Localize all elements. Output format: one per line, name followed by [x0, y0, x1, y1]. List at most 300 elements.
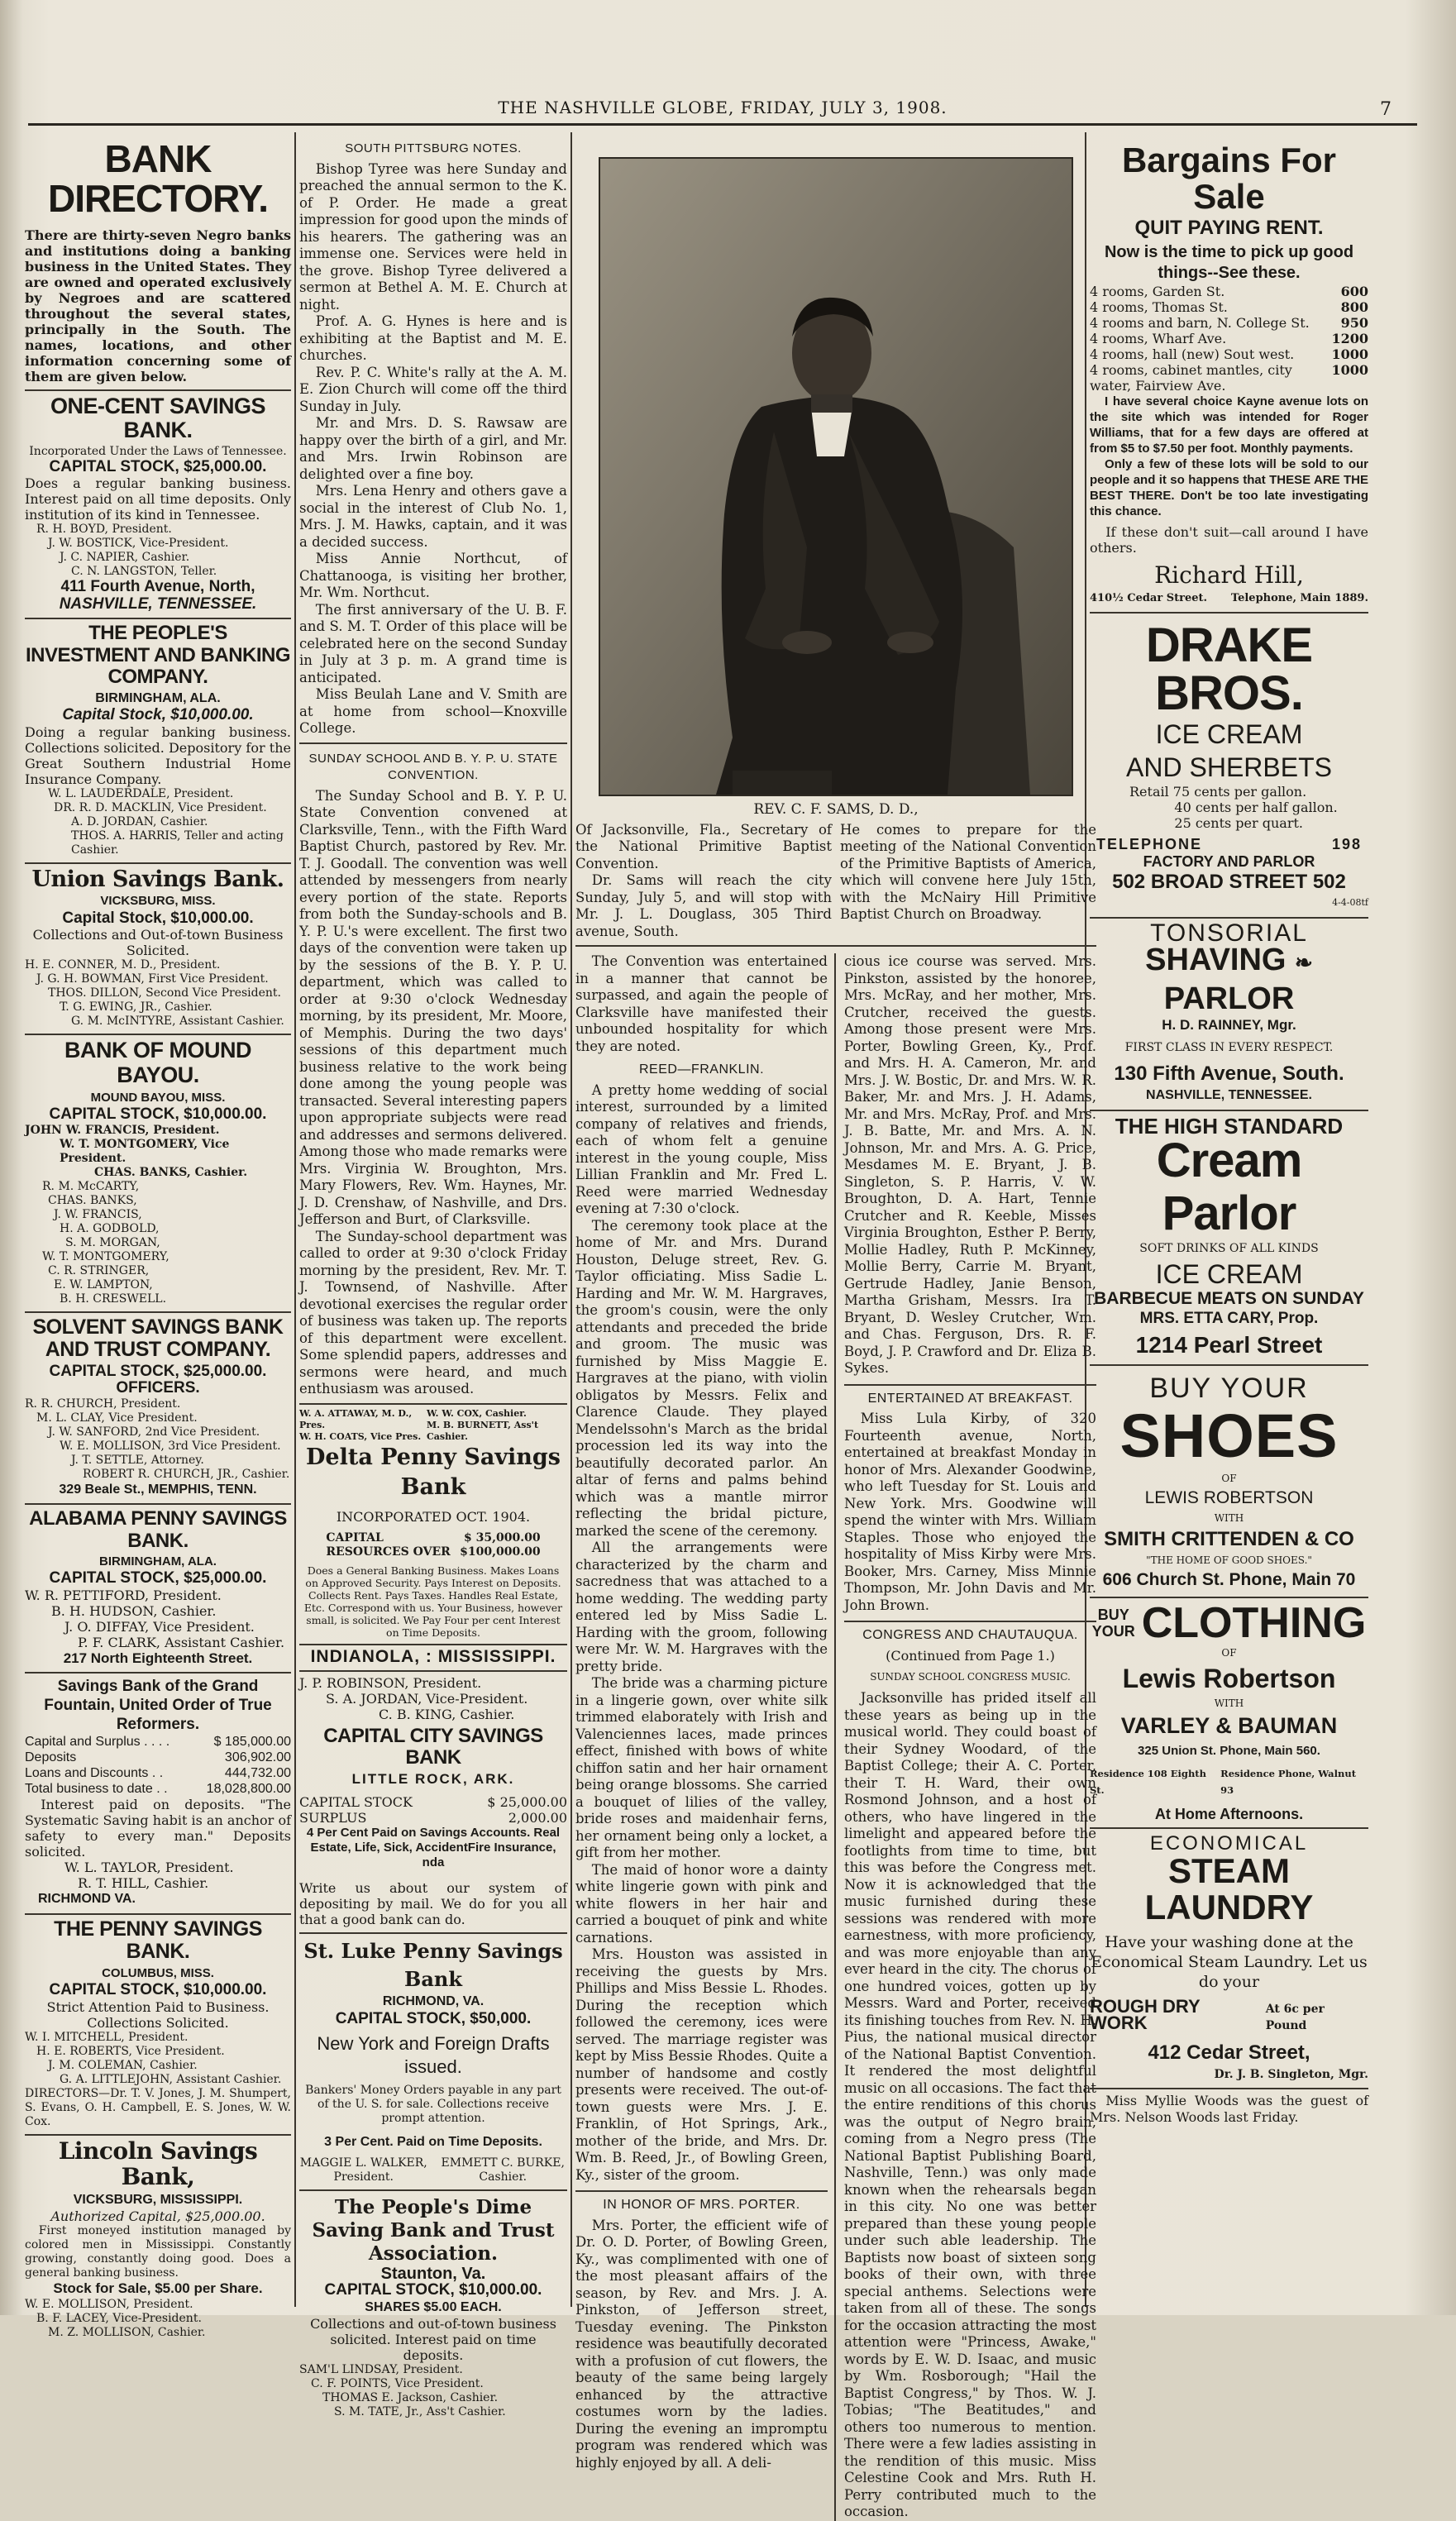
- ad-word: BUY: [1097, 1607, 1129, 1624]
- penny-savings-bank-columbus: [25, 1918, 291, 2136]
- director: J. W. FRANCIS,: [54, 1207, 142, 1221]
- officer: P. F. CLARK, Assistant Cashier.: [78, 1634, 285, 1650]
- column-rule: [294, 132, 296, 2307]
- ad-phone: Telephone, Main 1889.: [1230, 591, 1368, 604]
- officer: H. E. CONNER, M. D., President.: [25, 958, 221, 972]
- property-price: 1000: [1331, 361, 1368, 378]
- bank-address: 329 Beale St., MEMPHIS, TENN.: [59, 1482, 257, 1497]
- ad-body: BARBECUE MEATS ON SUNDAY: [1094, 1288, 1364, 1308]
- solvent-savings-bank: [25, 1316, 291, 1506]
- officer: S. A. JORDAN, Vice-President.: [326, 1691, 528, 1707]
- officer: A. D. JORDAN, Cashier.: [71, 814, 208, 828]
- director: R. M. McCARTY,: [42, 1179, 140, 1193]
- property-price: 800: [1340, 298, 1368, 315]
- ad-advertiser: Lewis Robertson: [1122, 1663, 1336, 1693]
- ad-subtitle: BUY YOUR: [1149, 1372, 1309, 1404]
- ad-subtitle: ECONOMICAL: [1149, 1832, 1309, 1855]
- bank-name: SOLVENT SAVINGS BANK AND TRUST COMPANY.: [32, 1315, 284, 1362]
- bank-incorporation: INCORPORATED OCT. 1904.: [336, 1508, 531, 1525]
- director: CHAS. BANKS,: [48, 1193, 137, 1207]
- advertisements-column: [1090, 132, 1368, 2307]
- photo-caption: REV. C. F. SAMS, D. D.,: [753, 801, 919, 818]
- figure-label: CAPITAL: [326, 1530, 384, 1545]
- officer: R. T. HILL, Cashier.: [78, 1875, 209, 1892]
- officer: MAGGIE L. WALKER, President.: [299, 2156, 427, 2184]
- article-continuation: (Continued from Page 1.): [886, 1647, 1055, 1664]
- ad-body: I have several choice Kayne avenue lots on the site which was intended for Roger Williams, that for a few days are offered at from $5 to $7.50 per foot. Monthly payments.: [1090, 394, 1368, 456]
- article-subtitle: SUNDAY SCHOOL CONGRESS MUSIC.: [870, 1670, 1071, 1683]
- bank-officers: [25, 1124, 291, 1180]
- ad-body: FIRST CLASS IN EVERY RESPECT.: [1124, 1040, 1334, 1054]
- director: E. W. LAMPTON,: [54, 1277, 153, 1292]
- ad-connector: WITH: [1214, 1697, 1244, 1709]
- officer: THOS. DILLON, Second Vice President.: [48, 986, 281, 1000]
- figure-value: 306,902.00: [224, 1750, 291, 1765]
- bank-city: VICKSBURG, MISS.: [100, 894, 216, 909]
- ad-address: 325 Union St. Phone, Main 560.: [1138, 1744, 1320, 1759]
- figure-value: 444,732.00: [224, 1766, 291, 1781]
- bank-figures: [299, 1794, 567, 1826]
- director: S. M. MORGAN,: [65, 1235, 160, 1249]
- ad-address: 1214 Pearl Street: [1135, 1331, 1323, 1358]
- bank-description: Bankers' Money Orders payable in any part of the U. S. for sale. Collections receive prompt attention.: [305, 2084, 561, 2126]
- bank-description: Collections and out-of-town business solicited. Interest paid on time deposits.: [310, 2316, 556, 2364]
- article-paragraph: All the arrangements were characterized by the charm and sacredness that was attached to a home wedding. The wedding party entered led by Miss Sadie L. Harding with the groom, following were Mr. W. M. Hargraves with the pretty bride.: [575, 1540, 828, 1674]
- bank-capital: Capital Stock, $10,000.00.: [62, 706, 254, 724]
- ad-residence: Residence 108 Eighth St.: [1090, 1767, 1206, 1797]
- article-paragraph: Mrs. Houston was assisted in receiving the guests by Mrs. Phillips and Miss Bessie L. Rhodes. During the reception which followed the ceremony, ices were served. The marriage register was kept by Miss Bessie Rhodes. Quite a number of handsome and costly presents were received. The out-of-town guests were Mrs. J. E. Franklin, of Hot Springs, Ark., mother of the bride, and Mrs. Dr. Wm. B. Reed, Jr., of Bowling Green, Ky., sister of the groom.: [575, 1946, 828, 2183]
- bank-capital: CAPITAL STOCK, $10,000.00.: [49, 1105, 267, 1124]
- bank-description: Collections and Out-of-town Business Solicited.: [32, 927, 284, 959]
- ad-title: SHOES: [1119, 1401, 1339, 1470]
- ad-hours: At Home Afternoons.: [1154, 1805, 1304, 1822]
- officer: H. E. ROBERTS, Vice President.: [36, 2044, 225, 2058]
- ad-title: CLOTHING: [1141, 1599, 1367, 1648]
- sams-article: [575, 822, 1096, 948]
- bank-directory-title: BANK DIRECTORY.: [47, 137, 269, 221]
- bank-directors: [25, 1180, 291, 1306]
- bank-officers: [25, 2298, 291, 2340]
- bank-officers: [25, 1860, 291, 1891]
- article-paragraph: The ceremony took place at the home of Mr. and Mrs. Durand Houston, Deluge street, Rev. G. Taylor officiating. Miss Sadie L. Harding and Mr. W. M. Hargraves, the groom's cousin, were the only attendants and preceded the bride and groom. The music was furnished by Miss Maggie E. Hargraves at the piano, with violin obligatos by Messrs. Felix and Clarence Claude. They played Mendelssohn's March as the bridal procession led its way into the beautifully decorated parlor. An altar of ferns and palms behind which was a mantle mirror reflecting the bridal picture, marked the scene of the ceremony.: [575, 1217, 828, 1539]
- property-price: 600: [1340, 283, 1368, 299]
- officer: M. Z. MOLLISON, Cashier.: [48, 2325, 206, 2339]
- bank-drafts: New York and Foreign Drafts issued.: [317, 2033, 550, 2078]
- bank-officers: [25, 958, 291, 1029]
- bank-city: VICKSBURG, MISSISSIPPI.: [73, 2192, 243, 2207]
- bank-capital: Capital Stock, $10,000.00.: [62, 909, 254, 927]
- officer: ROBERT R. CHURCH, JR., Cashier.: [83, 1467, 290, 1481]
- bank-interest: 3 Per Cent. Paid on Time Deposits.: [324, 2135, 542, 2150]
- article-paragraph: The first anniversary of the U. B. F. and S. M. T. Order of this place will be celebrated here on the second Sunday in July at 3 p. m. A grand time is anticipated.: [299, 601, 567, 685]
- officer: JOHN W. FRANCIS, President.: [25, 1123, 220, 1137]
- officer: R. H. BOYD, President.: [36, 523, 172, 537]
- shoes-ad: [1090, 1371, 1368, 1599]
- ad-manager: H. D. RAINNEY, Mgr.: [1162, 1017, 1296, 1034]
- officer: W. I. MITCHELL, President.: [25, 2030, 189, 2044]
- society-right-column: [844, 953, 1096, 2521]
- ad-lead: Now is the time to pick up good things--See these.: [1104, 242, 1354, 282]
- officer: W. W. COX, Cashier.: [427, 1407, 527, 1419]
- ad-body: Only a few of these lots will be sold to our people and it so happens that THESE ARE THE BEST THERE. Don't be too late investigating this chance.: [1090, 456, 1368, 518]
- officer: W. L. TAYLOR, President.: [64, 1860, 234, 1876]
- ad-address: 410½ Cedar Street.: [1090, 591, 1208, 604]
- bank-incorporation: Incorporated Under the Laws of Tennessee.: [29, 444, 287, 458]
- bank-officers: [25, 1588, 291, 1650]
- bank-officers: [25, 523, 291, 579]
- bank-officers: [299, 2363, 567, 2419]
- capital-city-savings-bank: [299, 1675, 567, 1934]
- property-label: 4 rooms, hall (new) Sout west.: [1090, 346, 1295, 362]
- grand-fountain-bank: [25, 1677, 291, 1915]
- ad-tagline: "THE HOME OF GOOD SHOES.": [1146, 1554, 1312, 1566]
- column-rule: [570, 132, 572, 2307]
- officer: THOMAS E. Jackson, Cashier.: [322, 2391, 499, 2405]
- bank-of-mound-bayou: [25, 1038, 291, 1312]
- bank-name: THE PENNY SAVINGS BANK.: [54, 1917, 262, 1964]
- tonsorial-ad: [1090, 919, 1368, 1111]
- bank-description: Interest paid on deposits. "The Systematic Saving habit is an anchor of safety to every man." Deposits solicited.: [25, 1797, 291, 1860]
- ad-price: At 6c per Pound: [1265, 2002, 1325, 2033]
- peoples-dime-saving-bank: [299, 2196, 567, 2425]
- state-convention-article: [299, 751, 567, 1405]
- ad-title-line: [1090, 942, 1368, 1017]
- ad-store: VARLEY & BAUMAN: [1120, 1713, 1338, 1739]
- article-paragraph: Dr. Sams will reach the city Sunday, July 5, and will stop with Mr. J. L. Douglass, 305 Third avenue, South.: [575, 872, 832, 939]
- drake-prices: [1090, 784, 1368, 831]
- bank-city: COLUMBUS, MISS.: [102, 1965, 214, 1980]
- ad-phone-label: TELEPHONE: [1096, 836, 1203, 853]
- bank-officers: [25, 2031, 291, 2087]
- bank-name: The People's Dime Saving Bank and Trust Association.: [312, 2195, 555, 2265]
- figure-value: 18,028,800.00: [206, 1782, 291, 1797]
- bank-name: Lincoln Savings Bank,: [58, 2137, 258, 2190]
- bank-capital: CAPITAL STOCK, $25,000.00.: [49, 457, 267, 475]
- ad-title: Cream Parlor: [1156, 1134, 1302, 1241]
- article-paragraph: Mr. and Mrs. D. S. Rawsaw are happy over the birth of a girl, and Mr. and Mrs. Irwin Robinson are delighted over a fine boy.: [299, 415, 567, 482]
- ad-word: PARLOR: [1163, 981, 1295, 1017]
- peoples-investment-bank: [25, 623, 291, 863]
- indianola-banner: [299, 1646, 567, 1673]
- article-paragraph: He comes to prepare for the meeting of the National Convention of the Primitive Baptists of America, which will convene here July 15th, with the McNairy Hill Primitive Baptist Church on Broadway.: [840, 821, 1096, 922]
- clothing-ad: [1090, 1599, 1368, 1829]
- ad-phone: 198: [1331, 836, 1362, 853]
- officer: J. M. COLEMAN, Cashier.: [48, 2058, 198, 2072]
- officer: R. R. CHURCH, President.: [25, 1397, 181, 1411]
- bank-capital: CAPITAL STOCK, $25,000.00.: [49, 1569, 267, 1588]
- bank-capital: CAPITAL STOCK, $10,000.00.: [49, 1981, 267, 1999]
- property-label: 4 rooms, Thomas St.: [1090, 298, 1228, 315]
- bank-name: Delta Penny Savings Bank: [306, 1444, 561, 1500]
- ad-word: YOUR: [1091, 1623, 1135, 1640]
- ad-advertiser: Richard Hill,: [1154, 561, 1304, 589]
- article-title: SUNDAY SCHOOL AND B. Y. P. U. STATE CONVENTION.: [308, 751, 558, 782]
- figure-value: $ 25,000.00: [487, 1794, 567, 1811]
- director: H. A. GODBOLD,: [60, 1221, 160, 1235]
- officer: J. W. BOSTICK, Vice-President.: [48, 537, 229, 551]
- bank-officers: [299, 2156, 567, 2184]
- bank-name: CAPITAL CITY SAVINGS BANK: [323, 1725, 543, 1769]
- ad-body: If these don't suit—call around I have others.: [1090, 523, 1368, 556]
- officer: G. A. LITTLEJOHN, Assistant Cashier.: [60, 2072, 282, 2086]
- st-luke-penny-savings-bank: [299, 1937, 567, 2191]
- property-list: [1090, 284, 1368, 394]
- laundry-price-line: [1090, 1995, 1368, 2035]
- article-paragraph: Bishop Tyree was here Sunday and preached the annual sermon to the K. of P. Order. He made a great impression for good upon the minds of his hearers. The gathering was an immense one. Services were held in the grove. Bishop Tyree delivered a sermon at Bethel A. M. E. Church at night.: [299, 160, 567, 313]
- article-paragraph: The Sunday-school department was called to order at 9:30 o'clock Friday morning by the president, Rev. Mr. T. J. Townsend, of Nashville. After devotional exercises the regular order of business was taken up. The reports of this department were excellent. Some splendid papers, addresses and sermons were heard, and much enthusiasm was aroused.: [299, 1228, 567, 1397]
- article-paragraph: A pretty home wedding of social interest, surrounded by a limited company of relatives and friends, each of whom felt a genuine interest in the young couple, Miss Lillian Franklin and Mr. Fred L. Reed were married Wednesday evening at 7:30 o'clock.: [575, 1081, 828, 1216]
- ad-advertiser: LEWIS ROBERTSON: [1144, 1488, 1314, 1508]
- ad-subtitle: THE HIGH STANDARD: [1115, 1113, 1344, 1139]
- bank-directory-column: [25, 132, 291, 2339]
- lincoln-savings-bank: [25, 2139, 291, 2345]
- south-pittsburg-notes: [299, 141, 567, 744]
- ad-connector: OF: [1221, 1647, 1237, 1659]
- bank-shares: SHARES $5.00 EACH.: [365, 2299, 502, 2314]
- bank-officers: [299, 1675, 567, 1722]
- ad-code: 4-4-08tf: [1332, 897, 1368, 909]
- bank-name: St. Luke Penny Savings Bank: [303, 1939, 563, 1992]
- ad-subtitle: QUIT PAYING RENT.: [1134, 217, 1324, 240]
- delta-penny-savings-bank: [299, 1408, 567, 1645]
- officer: SAM'L LINDSAY, President.: [299, 2363, 463, 2377]
- fleuron-icon: ❧: [1295, 950, 1313, 976]
- bank-capital: Authorized Capital, $25,000.00.: [50, 2208, 265, 2225]
- news-column-2: [299, 132, 567, 2419]
- article-paragraph: Of Jacksonville, Fla., Secretary of the National Primitive Baptist Convention.: [575, 821, 832, 871]
- officer: S. M. TATE, Jr., Ass't Cashier.: [334, 2405, 506, 2419]
- wedding-column: [575, 953, 836, 2521]
- portrait-illustration: [600, 159, 1072, 795]
- bank-figures: [326, 1531, 540, 1559]
- alabama-penny-savings-bank: [25, 1508, 291, 1674]
- officer: W. E. MOLLISON, 3rd Vice President.: [60, 1439, 281, 1453]
- officer: B. F. LACEY, Vice-President.: [36, 2311, 202, 2325]
- article-title: REED—FRANKLIN.: [638, 1062, 765, 1077]
- article-paragraph: Rev. P. C. White's rally at the A. M. E. Zion Church will come off the third Sunday in July.: [299, 364, 567, 414]
- drake-telephone: [1090, 836, 1368, 853]
- bank-description: Does a regular banking business. Interest paid on all time deposits. Only institution of its kind in Tennessee.: [25, 475, 291, 523]
- article-paragraph: Mrs. Porter, the efficient wife of Dr. O. D. Porter, of Bowling Green, Ky., was complimented with one of the most pleasant affairs of the season, by Rev. and Mrs. J. A. Pinkston, of Jefferson street, Tuesday evening. The Pinkston residence was beautifully decorated with a profusion of cut flowers, the beauty of the same being largely enhanced by the attractive costumes worn by the ladies. During the evening an impromptu program was rendered which was highly enjoyed by all. A deli-: [575, 2217, 828, 2471]
- article-title: SOUTH PITTSBURG NOTES.: [345, 141, 522, 155]
- officer: W. L. LAUDERDALE, President.: [48, 786, 234, 800]
- bank-address: 411 Fourth Avenue, North,: [60, 578, 255, 596]
- ad-address: 412 Cedar Street,: [1148, 2041, 1310, 2064]
- bank-description: Does a General Banking Business. Makes Loans on Approved Security. Pays Interest on Deposits. Collects Rent. Pays Taxes. Handles Real Estate, Etc. Correspond with us. Your Business, however small, is solicited. We Pay Four per cent Interest on Time Deposits.: [303, 1564, 563, 1639]
- property-label: 4 rooms, Wharf Ave.: [1090, 330, 1227, 346]
- officer: B. H. HUDSON, Cashier.: [51, 1602, 217, 1619]
- bank-name: Union Savings Bank.: [31, 866, 284, 892]
- bank-capital: CAPITAL STOCK, $25,000.00.: [49, 1362, 267, 1380]
- price-line: 25 cents per quart.: [1174, 815, 1303, 832]
- clothing-buy-your: [1092, 1607, 1135, 1640]
- officer: J. T. SETTLE, Attorney.: [71, 1453, 204, 1467]
- officer: J. P. ROBINSON, President.: [299, 1675, 482, 1691]
- figure-label: Capital and Surplus . . . .: [25, 1735, 170, 1750]
- figure-label: Deposits: [25, 1750, 77, 1765]
- ad-body: FACTORY AND PARLOR: [1143, 852, 1315, 870]
- figure-value: $ 35,000.00: [464, 1530, 541, 1545]
- ad-title: TONSORIAL: [1150, 919, 1308, 947]
- bank-city: LITTLE ROCK, ARK.: [351, 1770, 515, 1787]
- officer: EMMETT C. BURKE, Cashier.: [441, 2156, 565, 2184]
- officer: W. R. PETTIFORD, President.: [25, 1587, 222, 1603]
- ad-connector: OF: [1221, 1472, 1237, 1484]
- clothing-residence: [1090, 1765, 1368, 1799]
- article-title: CONGRESS AND CHAUTAUQUA.: [844, 1621, 1096, 1645]
- ad-store: SMITH CRITTENDEN & CO: [1104, 1527, 1354, 1550]
- bank-city: INDIANOLA, : MISSISSIPPI.: [310, 1646, 556, 1666]
- bank-city: BIRMINGHAM, ALA.: [99, 1554, 217, 1568]
- bank-capital: CAPITAL STOCK, $10,000.00.: [324, 2281, 542, 2299]
- figure-label: RESOURCES OVER: [326, 1545, 451, 1559]
- article-paragraph: Miss Lula Kirby, of 320 Fourteenth avenue, North, entertained at breakfast Monday in honor of Mrs. Alexander Goodwine, who left Tuesday for St. Louis and New York. Mrs. Goodwine will spend the winter with Mrs. William Staples. Those who enjoyed the hospitality of Miss Kirby were Mrs. Booker, Mrs. Carney, Miss Minnie Thompson, Mr. John Davis and Mr. John Brown.: [844, 1411, 1096, 1613]
- officer: J. W. SANFORD, 2nd Vice President.: [48, 1425, 260, 1439]
- article-paragraph: Mrs. Lena Henry and others gave a social in the interest of Club No. 1, Mrs. J. M. Hawks, captain, and it was a decided success.: [299, 483, 567, 550]
- property-price: 950: [1340, 314, 1368, 331]
- ad-body: SOFT DRINKS OF ALL KINDS: [1139, 1242, 1319, 1256]
- figure-label: CAPITAL STOCK: [299, 1794, 413, 1811]
- officer: W. E. MOLLISON, President.: [25, 2297, 193, 2311]
- ad-service: ROUGH DRY WORK: [1090, 1995, 1201, 2034]
- ad-subtitle: ICE CREAM: [1155, 1258, 1303, 1289]
- officer: W. T. MONTGOMERY, Vice President.: [60, 1137, 230, 1165]
- ad-contact: [1090, 590, 1368, 608]
- officer: C. B. KING, Cashier.: [379, 1707, 515, 1722]
- article-paragraph: The Convention was entertained in a manner that cannot be surpassed, and again the people of Clarksville have manifested their unbounded hospitality for which they are noted.: [575, 953, 828, 1054]
- figure-label: Total business to date . .: [25, 1782, 168, 1797]
- bank-description: Strict Attention Paid to Business. Collections Solicited.: [46, 1998, 270, 2031]
- property-price: 1200: [1331, 330, 1368, 346]
- ad-subtitle: AND SHERBETS: [1126, 752, 1332, 783]
- bank-description: Write us about our system of depositing by mail. We do for you all that a good bank can do.: [299, 1880, 567, 1928]
- bank-city: MOUND BAYOU, MISS.: [90, 1090, 226, 1105]
- ad-title: DRAKE BROS.: [1145, 618, 1313, 721]
- drake-bros-ad: [1090, 618, 1368, 919]
- officer: THOS. A. HARRIS, Teller and acting Cashier.: [71, 828, 284, 857]
- officer: J. C. NAPIER, Cashier.: [60, 551, 190, 565]
- society-columns: [575, 953, 1096, 2521]
- bank-name: ALABAMA PENNY SAVINGS BANK.: [29, 1507, 287, 1552]
- bank-city: RICHMOND VA.: [38, 1892, 136, 1907]
- ad-address: 606 Church St. Phone, Main 70: [1102, 1570, 1356, 1590]
- bank-name: BANK OF MOUND BAYOU.: [64, 1038, 251, 1088]
- clothing-headline: [1090, 1599, 1368, 1648]
- officer: C. N. LANGSTON, Teller.: [71, 565, 217, 579]
- property-price: 1000: [1331, 346, 1368, 362]
- figure-value: 2,000.00: [508, 1810, 567, 1826]
- personal-note: Miss Myllie Woods was the guest of Mrs. Nelson Woods last Friday.: [1090, 2093, 1368, 2126]
- director: W. T. MONTGOMERY,: [42, 1249, 169, 1263]
- bank-address: 217 North Eighteenth Street.: [63, 1650, 253, 1666]
- officer: J. G. H. BOWMAN, First Vice President.: [36, 972, 269, 986]
- article-paragraph: cious ice course was served. Mrs. Pinkston, assisted by the honoree, Mrs. McRay, and her mother, Mrs. Crutcher, received the guests. Among those present were Mrs. Porter, Bowling Green, Ky., Prof. and Mrs. H. A. Cameron, Mr. and Mrs. J. W. Bostic, Dr. and Mrs. W. R. Baker, Mr. and Mrs. J. H. Adams, Mr. and Mrs. McRay, Prof. and Mrs. J. B. Batte, Mr. and Mrs. A. N. Johnson, Mr. and Mrs. A. G. Price, Mesdames M. E. Bryant, J. B. Singleton, S. P. Harris, V. W. Broughton, D. A. Hart, Tennie Crutcher and R. Keeble, Misses Virginia Broughton, Esther P. Berry, Mollie Hadley, Ruth P. McKinney, Mollie Berry, Carrie M. Bryant, Gertrude Hadley, Janie Benson, Martha Grisham, Messrs. Ira T. Bryant, D. Wesley Crutcher, Wm. and Chas. Ferguson, Drs. R. F. Boyd, J. P. Crawford and Dr. Eliza B. Sykes.: [844, 953, 1096, 1376]
- officer: DR. R. D. MACKLIN, Vice President.: [54, 800, 267, 814]
- masthead: [28, 98, 1417, 126]
- bargains-ad: [1090, 142, 1368, 614]
- ad-city: NASHVILLE, TENNESSEE.: [1146, 1088, 1312, 1103]
- bank-name: THE PEOPLE'S INVESTMENT AND BANKING COMPANY.: [25, 622, 291, 689]
- property-label: 4 rooms and barn, N. College St.: [1090, 314, 1310, 331]
- officer: M. B. BURNETT, Ass't Cashier.: [427, 1419, 539, 1442]
- property-label: 4 rooms, Garden St.: [1090, 283, 1225, 299]
- ad-address: 502 BROAD STREET 502: [1112, 871, 1346, 894]
- laundry-ad: [1090, 1832, 1368, 2089]
- bank-city: BIRMINGHAM, ALA.: [95, 690, 221, 705]
- ad-word: SHAVING: [1145, 943, 1287, 978]
- ad-subtitle: ICE CREAM: [1155, 719, 1303, 750]
- union-savings-bank: [25, 867, 291, 1036]
- ad-manager: Dr. J. B. Singleton, Mgr.: [1214, 2067, 1368, 2081]
- article-paragraph: Jacksonville has prided itself all these years as being up in the musical world. They could boast of their Sydney Woodard, of the Baptist College; their A. C. Porter, their T. H. Ward, their own Rosmond Johnson, and a host of others, who have lingered in the limelight and appeared before the footlights from time to time, but this was before the Congress met. Now it is acknowledged that the music furnished during these sessions was rendered with more earnestness, with more proficiency, and was more enjoyable than any ever heard in the city. The chorus of one hundred voices, gotten up by Messrs. Ward and Porter, received its finishing touches from Rev. N. H. Pius, the national musical director of the National Baptist Convention. It rendered the most delightful music on all occasions. The fact that the entire renditions of this chorus was the output of Negro brain, coming from a Negro press (The National Baptist Publishing Board, Nashville, Tenn.) was only made known when the rehearsals began in this city. No one was better prepared than these young people under such able leadership. The Baptists now boast of sixteen song books of their own, with three special anthems. Selections were taken from all of these. The songs for the occasion attracting the most attention were "Princess, Awake," words by E. W. D. Isaac, and music by Wm. Rosborough; "Hail the Baptist Congress," by Thos. W. J. Tobias; "The Beatitudes," and others too numerous to mention. There were a few ladies assisting in the rendition of this music. Miss Celestine Cook and Mrs. Ruth H. Perry contributed much to the occasion.: [844, 1690, 1096, 2519]
- bank-figures: [25, 1734, 291, 1797]
- officer: G. M. McINTYRE, Assistant Cashier.: [71, 1015, 284, 1029]
- ad-address: 130 Fifth Avenue, South.: [1114, 1062, 1344, 1086]
- price-line: 40 cents per half gallon.: [1174, 800, 1338, 816]
- figure-label: SURPLUS: [299, 1810, 367, 1826]
- price-line: Retail 75 cents per gallon.: [1129, 784, 1307, 800]
- officers-label: OFFICERS.: [116, 1379, 200, 1397]
- bank-city: Staunton, Va.: [380, 2264, 486, 2283]
- director: C. R. STRINGER,: [48, 1263, 150, 1277]
- delta-officers: [299, 1408, 567, 1443]
- one-cent-savings-bank: [25, 394, 291, 620]
- bank-directory-intro: There are thirty-seven Negro banks and institutions doing a banking business in the United States. They are owned and operated exclusively by Negroes and are scattered throughout the several states, principally in the South. The names, locations, and other information concerning some of them are given below.: [25, 227, 291, 384]
- bank-officers: [25, 787, 291, 857]
- page-number: 7: [1380, 99, 1392, 120]
- ad-proprietor: MRS. ETTA CARY, Prop.: [1139, 1310, 1319, 1328]
- bank-description: First moneyed institution managed by colored men in Mississippi. Constantly growing, constantly doing good. Does a general banking business.: [25, 2224, 291, 2280]
- bank-description: Doing a regular banking business. Collections solicited. Depository for the Great Southern Industrial Home Insurance Company.: [25, 723, 291, 787]
- article-paragraph: The maid of honor wore a dainty white lingerie gown with pink and white flowers in her hair and carried a bouquet of pink and white carnations.: [575, 1861, 828, 1946]
- ad-title: STEAM LAUNDRY: [1144, 1850, 1314, 1927]
- bank-stock: Stock for Sale, $5.00 per Share.: [53, 2280, 263, 2297]
- director: B. H. CRESWELL.: [60, 1292, 167, 1306]
- property-label: 4 rooms, cabinet mantles, city water, Fairview Ave.: [1090, 361, 1292, 394]
- article-paragraph: Prof. A. G. Hynes is here and is exhibiting at the Baptist and M. E. churches.: [299, 313, 567, 363]
- officer: W. H. COATS, Vice Pres.: [299, 1430, 422, 1442]
- article-paragraph: The Sunday School and B. Y. P. U. State Convention convened at Clarksville, Tenn., with the Fifth Ward Baptist Church, pastored by Rev. Mr. T. J. Goodall. The convention was well attended by messengers from nearly every portion of the state. Reports from both the Sunday-schools and B. Y. P. U.'s were excellent. The first two days of the convention were taken up by the sessions of the B. Y. P. U. department, which was called to order at 9:30 o'clock Wednesday morning, by its president, Mr. Moore, of Memphis. During the two days' sessions of this department much business relative to the work being done among the young people was transacted. Several interesting papers upon appropriate subjects were read and addresses and sermons delivered. Among those who made remarks were Mrs. Virginia W. Broughton, Mrs. Mary Flowers, Rev. Wm. Haynes, Mr. J. D. Crenshaw, of Nashville, and Drs. Jefferson and Burt, of Clarksville.: [299, 787, 567, 1227]
- bank-name: Savings Bank of the Grand Fountain, United Order of True Reformers.: [44, 1678, 272, 1734]
- officer: CHAS. BANKS, Cashier.: [94, 1165, 248, 1179]
- ad-body: Have your washing done at the Economical Steam Laundry. Let us do your: [1091, 1932, 1368, 1991]
- bank-directors: DIRECTORS—Dr. T. V. Jones, J. M. Shumpert, S. Evans, O. H. Campbell, E. S. Jones, W. W. Cox.: [25, 2086, 291, 2128]
- figure-value: $100,000.00: [460, 1545, 541, 1559]
- ad-title: Bargains For Sale: [1121, 141, 1337, 217]
- officer: T. G. EWING, JR., Cashier.: [60, 1000, 212, 1015]
- officer: C. F. POINTS, Vice President.: [311, 2377, 484, 2391]
- officer: J. O. DIFFAY, Vice President.: [64, 1618, 255, 1635]
- article-paragraph: The bride was a charming picture in a lingerie gown, over white silk trimmed elaborately with Irish and Valenciennes laces, made princes effect, finished with bows of white chiffon satin and her hair ornament being orange blossoms. She carried a bouquet of lilies of the valley, bride roses and maidenhair ferns, her ornament being only a locket, a gift from her mother.: [575, 1675, 828, 1860]
- officer: M. L. CLAY, Vice President.: [36, 1411, 198, 1425]
- bank-capital: CAPITAL STOCK, $50,000.: [335, 2009, 532, 2027]
- figure-value: $ 185,000.00: [213, 1735, 291, 1750]
- bank-city: NASHVILLE, TENNESSEE.: [59, 594, 257, 613]
- article-paragraph: Miss Annie Northcut, of Chattanooga, is visiting her brother, Mr. Wm. Northcut.: [299, 551, 567, 600]
- article-paragraph: Miss Beulah Lane and V. Smith are at home from school—Knoxville College.: [299, 686, 567, 736]
- photo-and-society-column: [575, 132, 1096, 2519]
- article-title: ENTERTAINED AT BREAKFAST.: [844, 1384, 1096, 1408]
- portrait-photo: [599, 157, 1073, 796]
- bank-city: RICHMOND, VA.: [382, 1994, 485, 2009]
- ad-residence-phone: Residence Phone, Walnut 93: [1220, 1767, 1357, 1797]
- ad-connector: WITH: [1214, 1512, 1244, 1525]
- bank-interest: 4 Per Cent Paid on Savings Accounts. Real Estate, Life, Sick, AccidentFire Insurance, nda: [306, 1826, 561, 1870]
- article-title: IN HONOR OF MRS. PORTER.: [575, 2190, 828, 2214]
- officer: W. A. ATTAWAY, M. D., Pres.: [299, 1407, 413, 1430]
- masthead-title: THE NASHVILLE GLOBE, FRIDAY, JULY 3, 1908.: [498, 98, 948, 117]
- bank-officers: [25, 1397, 291, 1482]
